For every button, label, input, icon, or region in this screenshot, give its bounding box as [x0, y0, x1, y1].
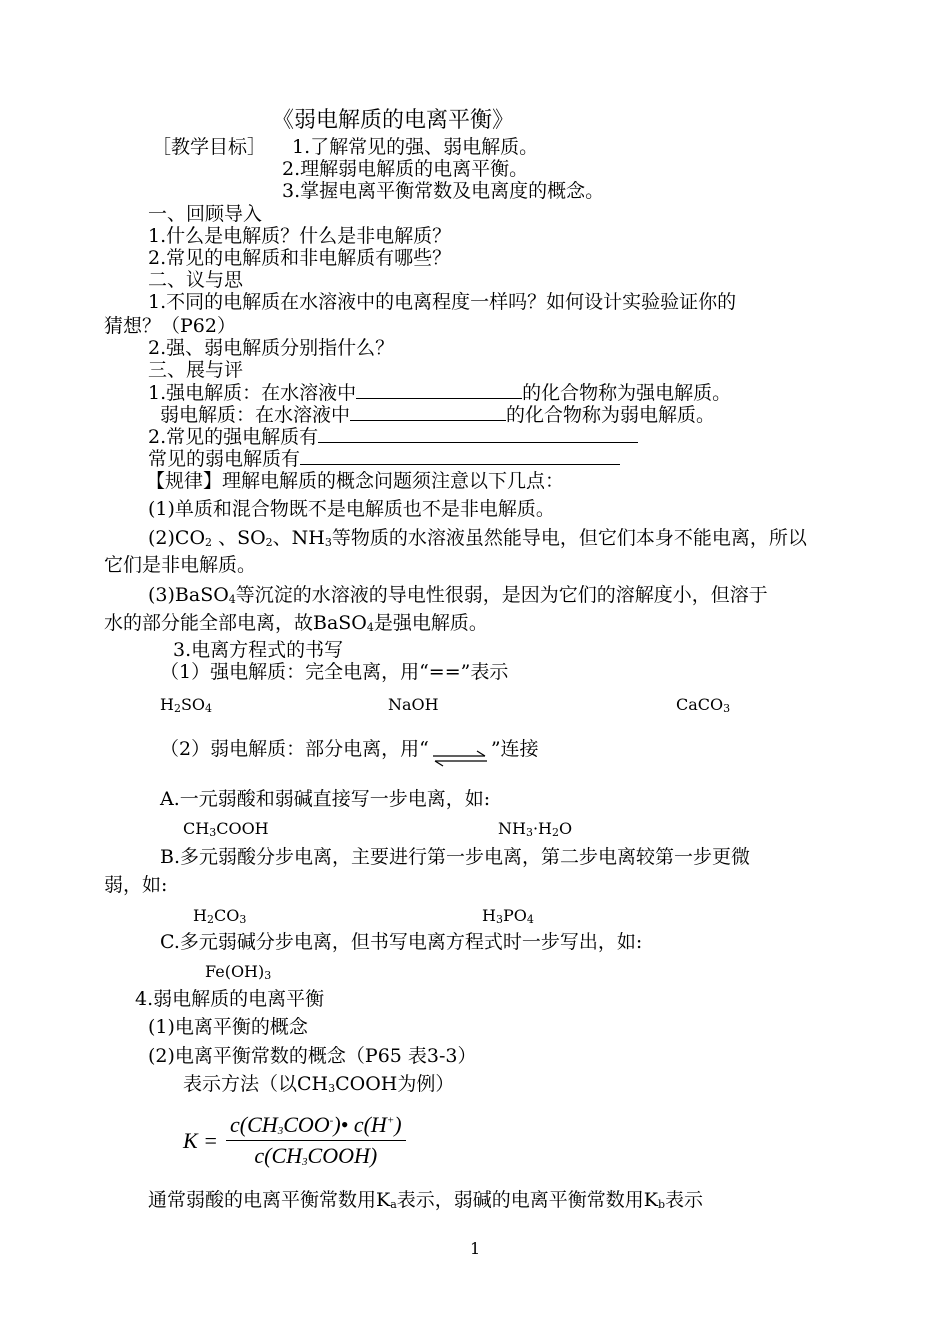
formula-nh3-h2o: $NH_3\cdot H_2O$	[498, 819, 573, 839]
rule-point-1: (1)单质和混合物既不是电解质也不是非电解质。	[148, 498, 555, 520]
rule-point-3-line1: (3)BaSO$_4$等沉淀的水溶液的导电性很弱，是因为它们的溶解度小，但溶于	[148, 584, 768, 606]
equilibrium-heading: 4.弱电解质的电离平衡	[135, 988, 325, 1010]
formula-h2so4: $H_2SO_4$	[160, 695, 213, 715]
ionization-strong: （1）强电解质：完全电离，用“==”表示	[160, 661, 509, 683]
weak-electrolyte-def: 弱电解质：在水溶液中 的化合物称为弱电解质。	[160, 404, 716, 426]
formula-caco3: CaCO$_3$	[676, 695, 731, 715]
ionization-heading: 3.电离方程式的书写	[173, 639, 344, 661]
equilibrium-point-2: (2)电离平衡常数的概念（P65 表3-3）	[148, 1045, 477, 1067]
ionization-A: A.一元弱酸和弱碱直接写一步电离，如:	[160, 788, 491, 810]
equilibrium-point-1: (1)电离平衡的概念	[148, 1016, 308, 1038]
section-1-q2: 2.常见的电解质和非电解质有哪些？	[148, 247, 452, 269]
section-1-q1: 1.什么是电解质？什么是非电解质？	[148, 225, 452, 247]
equilibrium-constant-formula: K = $\frac{c(CH_3COO^-)• c(H^+)}{c(CH_3COOH)}$	[183, 1112, 406, 1169]
common-strong-electrolytes: 2.常见的强电解质有	[148, 424, 638, 449]
rule-point-2-line1: $(2)CO_2$ 、$SO_2$、$NH_3$等物质的水溶液虽然能导电，但它们本身不能电离，所以	[148, 527, 807, 549]
common-weak-electrolytes: 常见的弱电解质有	[148, 446, 620, 471]
formula-ch3cooh: $CH_3COOH$	[183, 819, 269, 839]
equilibrium-note: 通常弱酸的电离平衡常数用$K_a$表示，弱碱的电离平衡常数用$K_b$表示	[148, 1189, 704, 1211]
ionization-C: C.多元弱碱分步电离，但书写电离方程式时一步写出，如:	[160, 931, 643, 953]
rule-heading: 【规律】理解电解质的概念问题须注意以下几点：	[146, 470, 565, 492]
page-number: 1	[470, 1239, 481, 1258]
objective-3: 3.掌握电离平衡常数及电离度的概念。	[282, 180, 605, 202]
formula-denominator: $c(CH_3COOH)$	[254, 1143, 378, 1168]
objective-1: 1.了解常见的强、弱电解质。	[292, 136, 539, 158]
section-3-heading: 三、展与评	[148, 359, 244, 381]
formula-h2co3: $H_2CO_3$	[193, 906, 247, 926]
rule-point-2-line2: 它们是非电解质。	[104, 554, 257, 576]
equilibrium-representation: 表示方法（以$CH_3COOH$为例）	[183, 1073, 455, 1095]
page-title: 《弱电解质的电离平衡》	[272, 108, 515, 133]
ionization-B-line1: B.多元弱酸分步电离，主要进行第一步电离，第二步电离较第一步更微	[160, 846, 751, 868]
section-2-q2: 2.强、弱电解质分别指什么？	[148, 337, 395, 359]
formula-feoh3: $Fe(OH)_3$	[205, 962, 272, 982]
rule-point-3-line2: 水的部分能全部电离，故BaSO$_4$是强电解质。	[104, 612, 488, 634]
strong-electrolyte-def: 1.强电解质：在水溶液中 的化合物称为强电解质。	[148, 382, 732, 404]
formula-numerator: $c(CH_3COO^-)•$ c(H+)	[226, 1112, 406, 1141]
objectives-label: ［教学目标］	[152, 136, 267, 158]
section-2-q1-line1: 1.不同的电解质在水溶液中的电离程度一样吗？如何设计实验验证你的	[148, 291, 737, 313]
formula-naoh: NaOH	[388, 695, 439, 714]
section-2-heading: 二、议与思	[148, 269, 244, 291]
section-1-heading: 一、回顾导入	[148, 203, 263, 225]
ionization-weak: （2）弱电解质：部分电离，用“ ”连接	[160, 737, 539, 762]
formula-h3po4: $H_3PO_4$	[482, 906, 534, 926]
ionization-B-line2: 弱，如:	[104, 874, 168, 896]
section-2-q1-line2: 猜想？（P62）	[104, 315, 236, 337]
objective-2: 2.理解弱电解质的电离平衡。	[282, 158, 529, 180]
equilibrium-arrow-icon	[431, 738, 489, 762]
